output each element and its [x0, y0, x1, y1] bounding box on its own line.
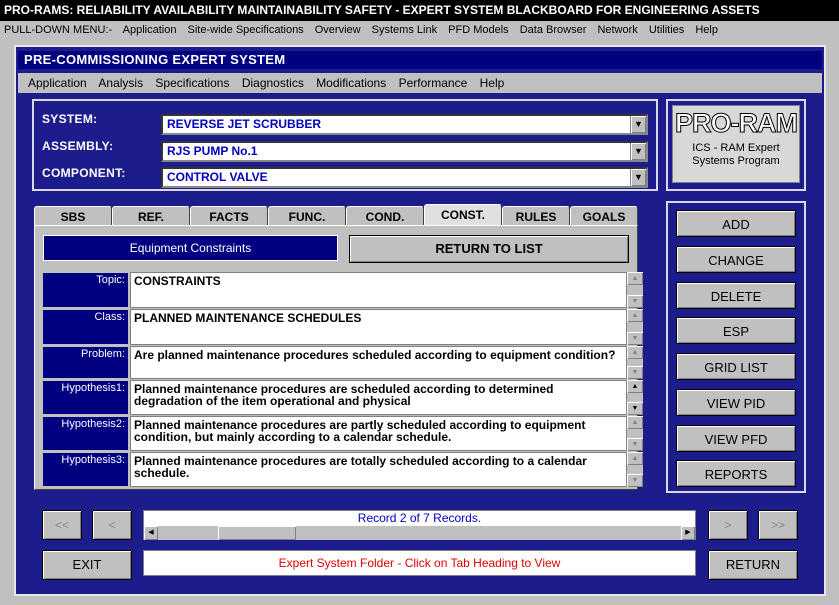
hypothesis1-text[interactable]: Planned maintenance procedures are scheduled according to determined degradation of the item operational and physical — [130, 380, 627, 415]
scroll-down-icon[interactable]: ▼ — [627, 438, 643, 451]
reports-button[interactable]: REPORTS — [676, 460, 796, 487]
component-label: COMPONENT: — [42, 166, 126, 180]
chevron-down-icon[interactable]: ▼ — [630, 116, 646, 133]
scrollbar[interactable] — [626, 272, 643, 308]
topic-label: Topic: — [42, 272, 129, 308]
scrollbar[interactable] — [626, 380, 643, 415]
pulldown-item-application[interactable]: Application — [122, 24, 177, 36]
hypothesis2-text[interactable]: Planned maintenance procedures are partly scheduled according to equipment condition, but mainly according to a calendar schedule. — [130, 416, 627, 451]
logo — [672, 105, 800, 183]
grid-list-button[interactable]: GRID LIST — [676, 353, 796, 380]
scroll-down-icon[interactable]: ▼ — [627, 295, 643, 308]
scroll-up-icon[interactable]: ▲ — [627, 309, 643, 322]
topic-text[interactable]: CONSTRAINTS — [130, 272, 627, 308]
scroll-up-icon[interactable]: ▲ — [627, 380, 643, 393]
assembly-select[interactable] — [161, 141, 648, 162]
scroll-up-icon[interactable]: ▲ — [627, 272, 643, 285]
problem-text[interactable]: Are planned maintenance procedures scheduled according to equipment condition? — [130, 346, 627, 379]
tab-rules[interactable]: RULES — [502, 206, 570, 227]
window-title: PRE-COMMISSIONING EXPERT SYSTEM — [18, 51, 822, 69]
pulldown-item-network[interactable]: Network — [597, 24, 638, 36]
view-pid-button[interactable]: VIEW PID — [676, 389, 796, 416]
view-pfd-button[interactable]: VIEW PFD — [676, 425, 796, 452]
system-value: REVERSE JET SCRUBBER — [167, 117, 322, 131]
assembly-value: RJS PUMP No.1 — [167, 144, 258, 158]
expert-system-window — [14, 45, 826, 596]
app-title-bar — [0, 0, 839, 21]
scroll-thumb[interactable] — [218, 526, 296, 540]
scroll-right-icon[interactable]: ▶ — [681, 526, 695, 540]
return-to-list-button[interactable]: RETURN TO LIST — [349, 235, 629, 263]
scroll-up-icon[interactable]: ▲ — [627, 346, 643, 359]
record-navigator — [143, 510, 696, 540]
panel-heading: Equipment Constraints — [43, 235, 338, 261]
menu-modifications[interactable]: Modifications — [316, 76, 387, 90]
first-record-button[interactable]: << — [42, 510, 82, 540]
scrollbar[interactable] — [626, 309, 643, 345]
hypothesis1-label: Hypothesis1: — [42, 380, 129, 415]
pulldown-item-data-browser[interactable]: Data Browser — [519, 24, 587, 36]
pulldown-item-pfd-models[interactable]: PFD Models — [448, 24, 509, 36]
record-text: Record 2 of 7 Records. — [357, 511, 482, 525]
pulldown-item-overview[interactable]: Overview — [314, 24, 361, 36]
tab-const[interactable]: CONST. — [424, 204, 502, 227]
pulldown-prefix: PULL-DOWN MENU:- — [4, 24, 113, 36]
menu-application[interactable]: Application — [28, 76, 87, 90]
scroll-down-icon[interactable]: ▼ — [627, 474, 643, 487]
scroll-up-icon[interactable]: ▲ — [627, 452, 643, 465]
pulldown-item-help[interactable]: Help — [695, 24, 718, 36]
menu-specifications[interactable]: Specifications — [155, 76, 230, 90]
assembly-label: ASSEMBLY: — [42, 139, 114, 153]
scrollbar[interactable] — [626, 416, 643, 451]
change-button[interactable]: CHANGE — [676, 246, 796, 273]
tab-goals[interactable]: GOALS — [570, 206, 638, 227]
problem-label: Problem: — [42, 346, 129, 379]
next-record-button[interactable]: > — [708, 510, 748, 540]
tab-sbs[interactable]: SBS — [34, 206, 112, 227]
system-select[interactable] — [161, 114, 648, 135]
hypothesis3-label: Hypothesis3: — [42, 452, 129, 487]
pulldown-item-utilities[interactable]: Utilities — [648, 24, 685, 36]
record-scrollbar[interactable] — [144, 526, 695, 540]
hypothesis3-text[interactable]: Planned maintenance procedures are totally scheduled according to a calendar schedule. — [130, 452, 627, 487]
tab-facts[interactable]: FACTS — [190, 206, 268, 227]
scrollbar[interactable] — [626, 346, 643, 379]
tab-func[interactable]: FUNC. — [268, 206, 346, 227]
logo-caption: ICS - RAM Expert Systems Program — [692, 142, 780, 167]
menu-diagnostics[interactable]: Diagnostics — [241, 76, 304, 90]
menu-help[interactable]: Help — [479, 76, 505, 90]
prev-record-button[interactable]: < — [92, 510, 132, 540]
chevron-down-icon[interactable]: ▼ — [630, 169, 646, 186]
menu-analysis[interactable]: Analysis — [98, 76, 144, 90]
window-menu-bar — [18, 73, 822, 93]
hypothesis2-label: Hypothesis2: — [42, 416, 129, 451]
logo-text: PRO-RAM — [675, 108, 797, 138]
class-text[interactable]: PLANNED MAINTENANCE SCHEDULES — [130, 309, 627, 345]
exit-button[interactable]: EXIT — [42, 550, 132, 580]
pulldown-item-systems-link[interactable]: Systems Link — [371, 24, 438, 36]
scroll-down-icon[interactable]: ▼ — [627, 332, 643, 345]
scrollbar[interactable] — [626, 452, 643, 487]
pulldown-item-site-wide-specifications[interactable]: Site-wide Specifications — [187, 24, 304, 36]
scroll-up-icon[interactable]: ▲ — [627, 416, 643, 429]
system-label: SYSTEM: — [42, 112, 98, 126]
class-label: Class: — [42, 309, 129, 345]
scroll-down-icon[interactable]: ▼ — [627, 366, 643, 379]
status-bar: Expert System Folder - Click on Tab Heading to View — [143, 550, 696, 576]
tab-ref[interactable]: REF. — [112, 206, 190, 227]
esp-button[interactable]: ESP — [676, 317, 796, 344]
tab-cond[interactable]: COND. — [346, 206, 424, 227]
delete-button[interactable]: DELETE — [676, 282, 796, 309]
last-record-button[interactable]: >> — [758, 510, 798, 540]
scroll-down-icon[interactable]: ▼ — [627, 402, 643, 415]
return-button[interactable]: RETURN — [708, 550, 798, 580]
add-button[interactable]: ADD — [676, 210, 796, 237]
app-title: PRO-RAMS: RELIABILITY AVAILABILITY MAINTAINABILITY SAFETY - EXPERT SYSTEM BLACKBOARD FOR ENGINEERING ASSETS — [4, 3, 760, 17]
menu-performance[interactable]: Performance — [398, 76, 468, 90]
pulldown-menu-bar — [0, 21, 839, 40]
component-value: CONTROL VALVE — [167, 170, 268, 184]
component-select[interactable] — [161, 167, 648, 188]
scroll-left-icon[interactable]: ◀ — [144, 526, 158, 540]
chevron-down-icon[interactable]: ▼ — [630, 143, 646, 160]
